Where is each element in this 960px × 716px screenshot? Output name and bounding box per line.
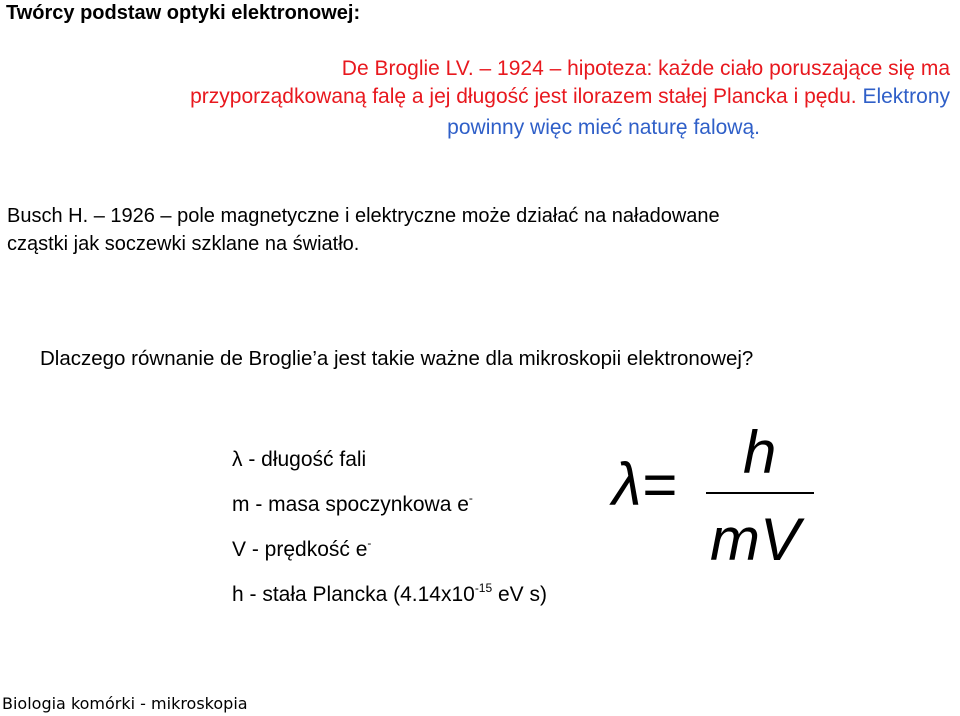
legend-velocity <box>232 538 371 562</box>
footer-text: Biologia komórki - mikroskopia <box>2 694 248 713</box>
question-text: Dlaczego równanie de Broglie’a jest takie ważne dla mikroskopii elektronowej? <box>40 347 754 370</box>
broglie-line-2 <box>190 85 950 109</box>
broglie-line-2-red: przyporządkowaną falę a jej długość jest ilorazem stałej Plancka i pędu. <box>190 85 857 108</box>
busch-line-2: cząstki jak soczewki szklane na światło. <box>7 233 360 255</box>
legend-planck <box>232 583 547 607</box>
slide-title: Twórcy podstaw optyki elektronowej: <box>6 2 361 24</box>
formula-denominator: mV <box>710 506 800 573</box>
legend-velocity-sup: - <box>367 536 372 550</box>
legend-lambda: λ - długość fali <box>232 448 367 471</box>
legend-planck-post: eV s) <box>492 583 548 606</box>
broglie-line-1: De Broglie LV. – 1924 – hipoteza: każde ciało poruszające się ma <box>341 57 950 80</box>
broglie-line-2-blue: Elektrony <box>856 85 950 108</box>
formula-numerator: h <box>743 419 777 486</box>
legend-mass-sup: - <box>468 491 473 505</box>
broglie-line-3: powinny więc mieć naturę falową. <box>447 116 760 139</box>
legend-mass-text: m - masa spoczynkowa e <box>232 493 469 516</box>
legend-mass <box>232 493 473 517</box>
formula-lhs: λ= <box>612 451 677 518</box>
busch-line-1: Busch H. – 1926 – pole magnetyczne i elektryczne może działać na naładowane <box>7 205 720 227</box>
legend-planck-sup: -15 <box>474 581 493 595</box>
legend-planck-pre: h - stała Plancka (4.14x10 <box>232 583 475 606</box>
legend-velocity-text: V - prędkość e <box>232 538 368 561</box>
formula-fraction-bar <box>706 492 814 494</box>
